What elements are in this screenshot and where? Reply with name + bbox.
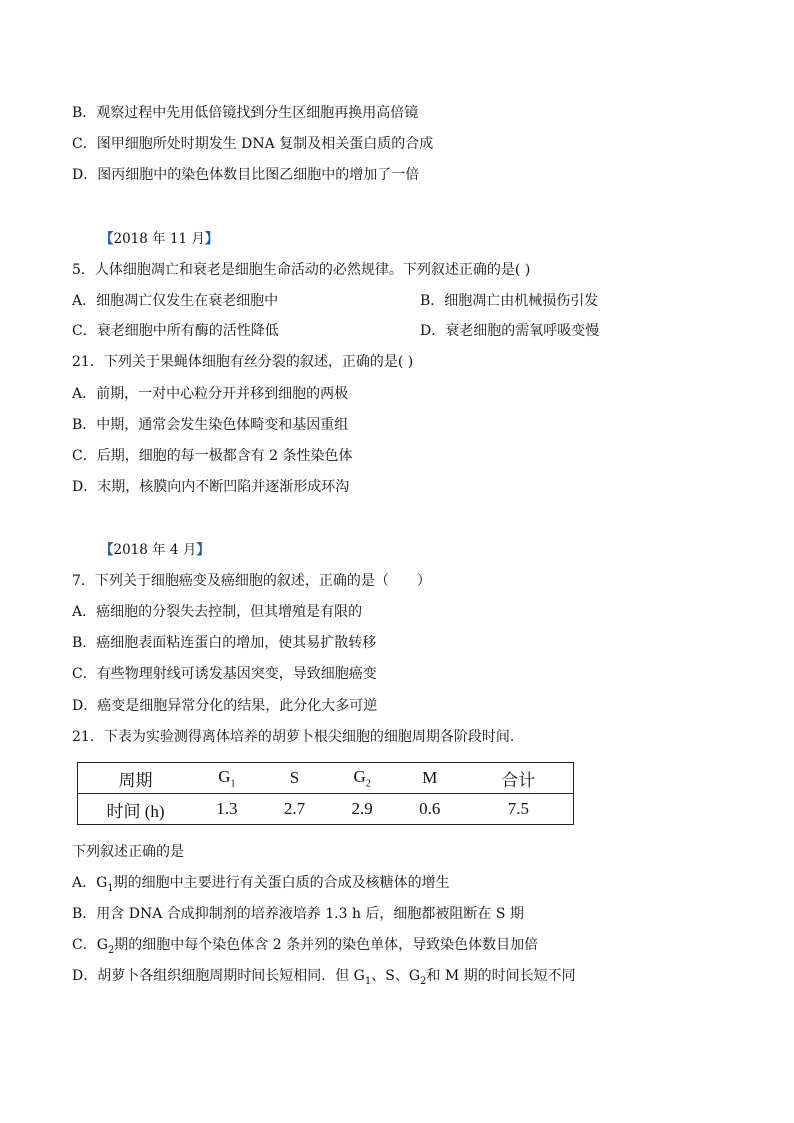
header-m: M	[396, 763, 464, 794]
cell-m: 0.6	[396, 794, 464, 825]
cell-cycle-table	[77, 762, 574, 825]
row-label: 周期	[78, 763, 194, 794]
option-d: D．末期，核膜向内不断凹陷并逐渐形成环沟	[72, 479, 350, 495]
question-stem: 21．下列关于果蝇体细胞有丝分裂的叙述，正确的是( )	[72, 354, 414, 370]
header-total: 合计	[464, 763, 574, 794]
header-g2: $G_2$	[328, 763, 396, 794]
table-row-time	[78, 794, 574, 825]
option-c: C．有些物理射线可诱发基因突变，导致细胞癌变	[72, 666, 377, 682]
section-label: 2018 年 11 月	[113, 231, 205, 247]
row-label: 时间 (h)	[78, 794, 194, 825]
cell-g1: 1.3	[193, 794, 261, 825]
option-d: D．胡萝卜各组织细胞周期时间长短相同．但 $G_1$、S、$G_2$和 M 期的时间长短不同	[72, 968, 576, 987]
option-b: B．细胞凋亡由机械损伤引发	[420, 293, 599, 309]
option-b: B．癌细胞表面粘连蛋白的增加，使其易扩散转移	[72, 635, 377, 651]
header-g1: $G_1$	[193, 763, 261, 794]
option-d: D．癌变是细胞异常分化的结果，此分化大多可逆	[72, 698, 378, 714]
option-b: B．中期，通常会发生染色体畸变和基因重组	[72, 417, 349, 433]
question-prompt: 下列叙述正确的是	[72, 844, 184, 860]
option-c: C．后期，细胞的每一极都含有 2 条性染色体	[72, 448, 353, 464]
option-d: D．图丙细胞中的染色体数目比图乙细胞中的增加了一倍	[72, 167, 420, 183]
bracket-open: 【	[100, 542, 114, 558]
option-a: A．细胞凋亡仅发生在衰老细胞中	[72, 293, 279, 309]
option-c: C．$G_2$期的细胞中每个染色体含 2 条并列的染色单体，导致染色体数目加倍	[72, 937, 539, 956]
question-stem: 7．下列关于细胞癌变及癌细胞的叙述，正确的是（ ）	[72, 573, 431, 589]
question-stem: 21．下表为实验测得离体培养的胡萝卜根尖细胞的细胞周期各阶段时间．	[72, 729, 524, 745]
cell-g2: 2.9	[328, 794, 396, 825]
table-row-phase	[78, 763, 574, 794]
option-c: C．衰老细胞中所有酶的活性降低	[72, 323, 279, 339]
option-row-cd	[72, 322, 600, 340]
option-a: A．$G_1$期的细胞中主要进行有关蛋白质的合成及核糖体的增生	[72, 875, 450, 894]
option-a: A．前期，一对中心粒分开并移到细胞的两极	[72, 386, 349, 402]
option-b: B．观察过程中先用低倍镜找到分生区细胞再换用高倍镜	[72, 105, 419, 121]
bracket-close: 】	[196, 542, 210, 558]
option-c: C．图甲细胞所处时期发生 DNA 复制及相关蛋白质的合成	[72, 136, 434, 152]
option-d: D．衰老细胞的需氧呼吸变慢	[420, 323, 600, 339]
bracket-open: 【	[100, 231, 114, 247]
section-header-apr	[100, 541, 210, 559]
bracket-close: 】	[204, 231, 219, 247]
header-s: S	[261, 763, 329, 794]
section-header-nov	[100, 230, 218, 248]
cell-total: 7.5	[464, 794, 574, 825]
question-stem: 5．人体细胞凋亡和衰老是细胞生命活动的必然规律。下列叙述正确的是( )	[72, 262, 531, 278]
option-b: B．用含 DNA 合成抑制剂的培养液培养 1.3 h 后，细胞都被阻断在 S 期	[72, 906, 524, 922]
section-label: 2018 年 4 月	[113, 542, 197, 558]
option-row-ab	[72, 292, 599, 310]
cell-s: 2.7	[261, 794, 329, 825]
option-a: A．癌细胞的分裂失去控制，但其增殖是有限的	[72, 604, 363, 620]
